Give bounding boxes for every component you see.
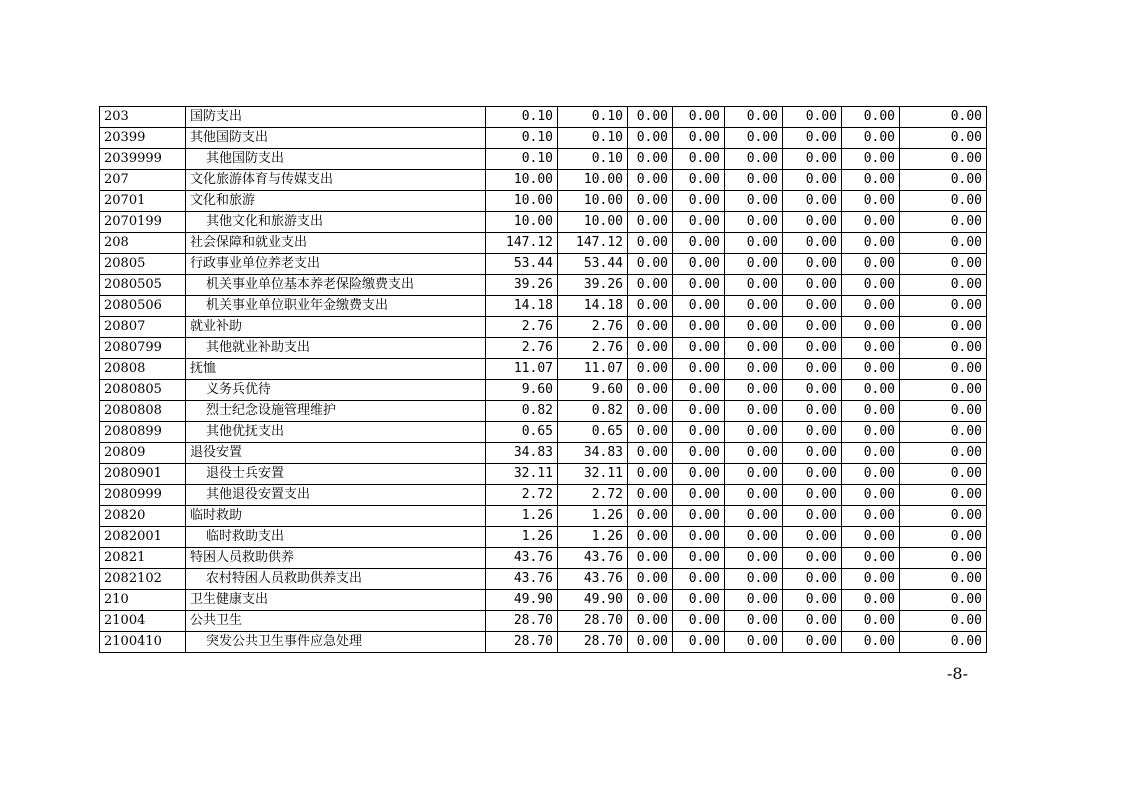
subject-code-cell: 2070199 (100, 212, 186, 233)
amount-cell: 1.26 (486, 527, 558, 548)
subject-name-cell: 国防支出 (186, 107, 486, 128)
amount-cell: 0.00 (725, 464, 783, 485)
amount-cell: 0.10 (558, 149, 628, 170)
amount-cell: 0.00 (673, 380, 725, 401)
amount-cell: 0.00 (628, 170, 673, 191)
amount-cell: 0.00 (842, 107, 900, 128)
amount-cell: 0.00 (673, 233, 725, 254)
amount-cell: 34.83 (486, 443, 558, 464)
amount-cell: 0.00 (628, 422, 673, 443)
amount-cell: 0.00 (783, 548, 842, 569)
amount-cell: 0.00 (900, 128, 987, 149)
amount-cell: 0.00 (783, 506, 842, 527)
subject-code-cell: 2082001 (100, 527, 186, 548)
amount-cell: 0.00 (783, 149, 842, 170)
table-row (100, 149, 987, 170)
amount-cell: 0.00 (783, 359, 842, 380)
subject-name-cell: 抚恤 (186, 359, 486, 380)
subject-code-cell: 2080901 (100, 464, 186, 485)
amount-cell: 39.26 (486, 275, 558, 296)
amount-cell: 43.76 (486, 569, 558, 590)
amount-cell: 10.00 (558, 212, 628, 233)
amount-cell: 0.00 (842, 233, 900, 254)
amount-cell: 0.00 (842, 401, 900, 422)
amount-cell: 0.00 (673, 569, 725, 590)
subject-name-cell: 就业补助 (186, 317, 486, 338)
amount-cell: 0.00 (673, 296, 725, 317)
amount-cell: 0.10 (486, 128, 558, 149)
amount-cell: 0.00 (673, 275, 725, 296)
amount-cell: 0.00 (842, 611, 900, 632)
amount-cell: 0.00 (842, 128, 900, 149)
subject-code-cell: 20807 (100, 317, 186, 338)
amount-cell: 0.10 (558, 128, 628, 149)
amount-cell: 0.00 (900, 590, 987, 611)
amount-cell: 0.00 (842, 590, 900, 611)
amount-cell: 0.00 (900, 170, 987, 191)
amount-cell: 0.00 (725, 128, 783, 149)
subject-code-cell: 2080505 (100, 275, 186, 296)
amount-cell: 53.44 (558, 254, 628, 275)
subject-name-cell: 烈士纪念设施管理维护 (186, 401, 486, 422)
amount-cell: 43.76 (558, 548, 628, 569)
amount-cell: 1.26 (558, 506, 628, 527)
amount-cell: 0.00 (900, 569, 987, 590)
amount-cell: 0.00 (842, 212, 900, 233)
amount-cell: 9.60 (558, 380, 628, 401)
amount-cell: 0.00 (842, 527, 900, 548)
amount-cell: 0.00 (900, 611, 987, 632)
subject-code-cell: 20399 (100, 128, 186, 149)
amount-cell: 0.00 (842, 632, 900, 653)
subject-name-cell: 退役安置 (186, 443, 486, 464)
amount-cell: 0.00 (783, 569, 842, 590)
amount-cell: 0.00 (900, 233, 987, 254)
subject-code-cell: 2039999 (100, 149, 186, 170)
amount-cell: 0.00 (900, 380, 987, 401)
subject-code-cell: 208 (100, 233, 186, 254)
amount-cell: 0.00 (725, 296, 783, 317)
amount-cell: 0.00 (673, 401, 725, 422)
subject-code-cell: 20821 (100, 548, 186, 569)
amount-cell: 0.00 (673, 338, 725, 359)
subject-name-cell: 退役士兵安置 (186, 464, 486, 485)
amount-cell: 0.00 (842, 191, 900, 212)
amount-cell: 0.00 (673, 191, 725, 212)
amount-cell: 0.00 (900, 359, 987, 380)
subject-name-cell: 机关事业单位职业年金缴费支出 (186, 296, 486, 317)
subject-code-cell: 2080899 (100, 422, 186, 443)
amount-cell: 0.00 (900, 275, 987, 296)
amount-cell: 0.00 (725, 569, 783, 590)
amount-cell: 0.00 (900, 443, 987, 464)
amount-cell: 0.00 (783, 632, 842, 653)
amount-cell: 0.00 (725, 506, 783, 527)
amount-cell: 0.00 (842, 317, 900, 338)
amount-cell: 0.00 (842, 275, 900, 296)
subject-code-cell: 2080805 (100, 380, 186, 401)
amount-cell: 0.00 (842, 569, 900, 590)
amount-cell: 0.00 (900, 191, 987, 212)
amount-cell: 10.00 (558, 170, 628, 191)
amount-cell: 0.00 (673, 359, 725, 380)
amount-cell: 0.00 (725, 527, 783, 548)
amount-cell: 0.65 (558, 422, 628, 443)
amount-cell: 43.76 (486, 548, 558, 569)
amount-cell: 0.00 (842, 548, 900, 569)
amount-cell: 0.65 (486, 422, 558, 443)
amount-cell: 147.12 (486, 233, 558, 254)
subject-code-cell: 20808 (100, 359, 186, 380)
subject-name-cell: 特困人员救助供养 (186, 548, 486, 569)
subject-code-cell: 2080799 (100, 338, 186, 359)
amount-cell: 0.00 (673, 632, 725, 653)
amount-cell: 11.07 (558, 359, 628, 380)
amount-cell: 0.00 (725, 359, 783, 380)
amount-cell: 0.00 (783, 128, 842, 149)
amount-cell: 0.00 (783, 443, 842, 464)
amount-cell: 0.00 (900, 506, 987, 527)
amount-cell: 0.00 (628, 380, 673, 401)
table-row (100, 527, 987, 548)
amount-cell: 28.70 (486, 611, 558, 632)
amount-cell: 0.00 (725, 422, 783, 443)
amount-cell: 0.00 (673, 128, 725, 149)
amount-cell: 0.00 (783, 254, 842, 275)
table-row (100, 212, 987, 233)
table-row (100, 233, 987, 254)
table-row (100, 506, 987, 527)
subject-name-cell: 文化和旅游 (186, 191, 486, 212)
amount-cell: 0.00 (628, 359, 673, 380)
amount-cell: 43.76 (558, 569, 628, 590)
page-number: -8- (947, 664, 968, 683)
subject-name-cell: 义务兵优待 (186, 380, 486, 401)
amount-cell: 53.44 (486, 254, 558, 275)
amount-cell: 2.72 (558, 485, 628, 506)
table-row (100, 254, 987, 275)
subject-code-cell: 20701 (100, 191, 186, 212)
table-row (100, 296, 987, 317)
amount-cell: 0.00 (783, 422, 842, 443)
amount-cell: 0.00 (900, 149, 987, 170)
amount-cell: 2.72 (486, 485, 558, 506)
table-row (100, 107, 987, 128)
table-row (100, 464, 987, 485)
amount-cell: 0.00 (842, 485, 900, 506)
amount-cell: 0.00 (725, 401, 783, 422)
amount-cell: 2.76 (486, 338, 558, 359)
amount-cell: 28.70 (558, 611, 628, 632)
amount-cell: 0.00 (725, 233, 783, 254)
amount-cell: 0.00 (628, 611, 673, 632)
subject-code-cell: 21004 (100, 611, 186, 632)
amount-cell: 0.00 (900, 338, 987, 359)
subject-code-cell: 20805 (100, 254, 186, 275)
subject-name-cell: 临时救助 (186, 506, 486, 527)
amount-cell: 0.00 (628, 149, 673, 170)
amount-cell: 0.00 (900, 485, 987, 506)
amount-cell: 0.00 (628, 212, 673, 233)
amount-cell: 0.00 (842, 338, 900, 359)
amount-cell: 0.00 (725, 380, 783, 401)
amount-cell: 0.00 (900, 464, 987, 485)
amount-cell: 0.00 (673, 317, 725, 338)
amount-cell: 0.00 (842, 443, 900, 464)
amount-cell: 0.00 (842, 380, 900, 401)
amount-cell: 0.00 (900, 296, 987, 317)
amount-cell: 0.82 (486, 401, 558, 422)
amount-cell: 0.00 (900, 527, 987, 548)
amount-cell: 0.00 (725, 548, 783, 569)
table-row (100, 128, 987, 149)
table-row (100, 170, 987, 191)
subject-name-cell: 卫生健康支出 (186, 590, 486, 611)
amount-cell: 1.26 (486, 506, 558, 527)
amount-cell: 0.00 (783, 317, 842, 338)
amount-cell: 0.00 (783, 485, 842, 506)
amount-cell: 0.00 (783, 191, 842, 212)
subject-name-cell: 农村特困人员救助供养支出 (186, 569, 486, 590)
table-body (100, 107, 987, 653)
amount-cell: 0.00 (628, 590, 673, 611)
subject-name-cell: 其他文化和旅游支出 (186, 212, 486, 233)
subject-name-cell: 其他就业补助支出 (186, 338, 486, 359)
amount-cell: 0.00 (842, 359, 900, 380)
table-row (100, 401, 987, 422)
amount-cell: 0.00 (900, 317, 987, 338)
amount-cell: 0.00 (783, 107, 842, 128)
table-row (100, 338, 987, 359)
amount-cell: 0.00 (725, 170, 783, 191)
amount-cell: 49.90 (486, 590, 558, 611)
subject-code-cell: 207 (100, 170, 186, 191)
amount-cell: 0.00 (725, 275, 783, 296)
amount-cell: 0.00 (725, 485, 783, 506)
subject-name-cell: 其他退役安置支出 (186, 485, 486, 506)
amount-cell: 0.00 (725, 212, 783, 233)
amount-cell: 147.12 (558, 233, 628, 254)
amount-cell: 0.00 (900, 254, 987, 275)
amount-cell: 10.00 (486, 170, 558, 191)
amount-cell: 0.00 (725, 590, 783, 611)
amount-cell: 0.00 (628, 485, 673, 506)
subject-name-cell: 行政事业单位养老支出 (186, 254, 486, 275)
amount-cell: 0.00 (628, 317, 673, 338)
amount-cell: 0.00 (628, 569, 673, 590)
subject-code-cell: 20809 (100, 443, 186, 464)
amount-cell: 0.00 (783, 401, 842, 422)
table-row (100, 569, 987, 590)
amount-cell: 1.26 (558, 527, 628, 548)
subject-code-cell: 20820 (100, 506, 186, 527)
amount-cell: 10.00 (558, 191, 628, 212)
subject-name-cell: 公共卫生 (186, 611, 486, 632)
amount-cell: 0.00 (842, 254, 900, 275)
amount-cell: 0.00 (673, 107, 725, 128)
subject-code-cell: 203 (100, 107, 186, 128)
amount-cell: 0.00 (842, 170, 900, 191)
amount-cell: 0.00 (673, 149, 725, 170)
amount-cell: 0.00 (628, 296, 673, 317)
amount-cell: 34.83 (558, 443, 628, 464)
amount-cell: 0.00 (628, 527, 673, 548)
subject-name-cell: 临时救助支出 (186, 527, 486, 548)
amount-cell: 0.00 (783, 338, 842, 359)
subject-code-cell: 2080999 (100, 485, 186, 506)
amount-cell: 39.26 (558, 275, 628, 296)
subject-name-cell: 其他国防支出 (186, 128, 486, 149)
table-row (100, 317, 987, 338)
amount-cell: 0.00 (900, 548, 987, 569)
amount-cell: 0.00 (783, 590, 842, 611)
amount-cell: 0.00 (628, 632, 673, 653)
amount-cell: 0.00 (783, 275, 842, 296)
amount-cell: 0.00 (628, 107, 673, 128)
amount-cell: 0.00 (842, 422, 900, 443)
amount-cell: 0.00 (673, 254, 725, 275)
amount-cell: 0.00 (673, 422, 725, 443)
subject-name-cell: 其他优抚支出 (186, 422, 486, 443)
amount-cell: 0.00 (725, 149, 783, 170)
amount-cell: 0.00 (783, 611, 842, 632)
amount-cell: 0.00 (673, 527, 725, 548)
subject-code-cell: 210 (100, 590, 186, 611)
amount-cell: 0.00 (783, 527, 842, 548)
amount-cell: 0.00 (725, 254, 783, 275)
subject-code-cell: 2080808 (100, 401, 186, 422)
amount-cell: 0.00 (673, 485, 725, 506)
amount-cell: 0.00 (900, 107, 987, 128)
table-row (100, 485, 987, 506)
amount-cell: 0.00 (628, 443, 673, 464)
amount-cell: 0.00 (783, 233, 842, 254)
amount-cell: 0.00 (725, 632, 783, 653)
amount-cell: 0.00 (842, 149, 900, 170)
table-row (100, 275, 987, 296)
amount-cell: 0.00 (900, 422, 987, 443)
subject-name-cell: 文化旅游体育与传媒支出 (186, 170, 486, 191)
amount-cell: 0.10 (486, 107, 558, 128)
subject-code-cell: 2082102 (100, 569, 186, 590)
amount-cell: 0.00 (628, 401, 673, 422)
amount-cell: 9.60 (486, 380, 558, 401)
amount-cell: 2.76 (558, 317, 628, 338)
amount-cell: 0.00 (628, 506, 673, 527)
amount-cell: 10.00 (486, 212, 558, 233)
amount-cell: 0.00 (783, 380, 842, 401)
amount-cell: 2.76 (558, 338, 628, 359)
amount-cell: 28.70 (486, 632, 558, 653)
table-row (100, 422, 987, 443)
table-row (100, 548, 987, 569)
table-row (100, 359, 987, 380)
amount-cell: 0.00 (842, 296, 900, 317)
subject-name-cell: 机关事业单位基本养老保险缴费支出 (186, 275, 486, 296)
amount-cell: 0.00 (725, 338, 783, 359)
amount-cell: 0.00 (725, 191, 783, 212)
table-row (100, 443, 987, 464)
subject-code-cell: 2100410 (100, 632, 186, 653)
amount-cell: 0.00 (673, 443, 725, 464)
amount-cell: 0.10 (486, 149, 558, 170)
amount-cell: 32.11 (558, 464, 628, 485)
amount-cell: 14.18 (486, 296, 558, 317)
amount-cell: 0.00 (628, 191, 673, 212)
amount-cell: 11.07 (486, 359, 558, 380)
amount-cell: 28.70 (558, 632, 628, 653)
amount-cell: 0.00 (725, 611, 783, 632)
amount-cell: 0.00 (628, 254, 673, 275)
amount-cell: 2.76 (486, 317, 558, 338)
amount-cell: 0.00 (673, 212, 725, 233)
amount-cell: 0.00 (673, 548, 725, 569)
amount-cell: 0.82 (558, 401, 628, 422)
amount-cell: 0.00 (900, 632, 987, 653)
table-row (100, 632, 987, 653)
amount-cell: 0.00 (783, 464, 842, 485)
table-row (100, 380, 987, 401)
amount-cell: 0.00 (673, 590, 725, 611)
amount-cell: 0.00 (900, 212, 987, 233)
subject-name-cell: 突发公共卫生事件应急处理 (186, 632, 486, 653)
amount-cell: 0.00 (628, 548, 673, 569)
amount-cell: 0.00 (628, 464, 673, 485)
table-row (100, 590, 987, 611)
budget-expenditure-table (99, 106, 987, 653)
table-row (100, 611, 987, 632)
amount-cell: 0.00 (900, 401, 987, 422)
amount-cell: 0.00 (673, 611, 725, 632)
amount-cell: 0.00 (783, 170, 842, 191)
amount-cell: 0.10 (558, 107, 628, 128)
amount-cell: 0.00 (628, 128, 673, 149)
amount-cell: 14.18 (558, 296, 628, 317)
amount-cell: 10.00 (486, 191, 558, 212)
amount-cell: 0.00 (628, 233, 673, 254)
subject-name-cell: 其他国防支出 (186, 149, 486, 170)
amount-cell: 0.00 (673, 464, 725, 485)
amount-cell: 0.00 (725, 107, 783, 128)
table-row (100, 191, 987, 212)
amount-cell: 0.00 (673, 506, 725, 527)
amount-cell: 49.90 (558, 590, 628, 611)
amount-cell: 0.00 (673, 170, 725, 191)
subject-name-cell: 社会保障和就业支出 (186, 233, 486, 254)
amount-cell: 0.00 (842, 506, 900, 527)
amount-cell: 0.00 (783, 212, 842, 233)
subject-code-cell: 2080506 (100, 296, 186, 317)
amount-cell: 0.00 (725, 317, 783, 338)
amount-cell: 0.00 (725, 443, 783, 464)
amount-cell: 0.00 (783, 296, 842, 317)
amount-cell: 32.11 (486, 464, 558, 485)
amount-cell: 0.00 (628, 275, 673, 296)
amount-cell: 0.00 (628, 338, 673, 359)
amount-cell: 0.00 (842, 464, 900, 485)
